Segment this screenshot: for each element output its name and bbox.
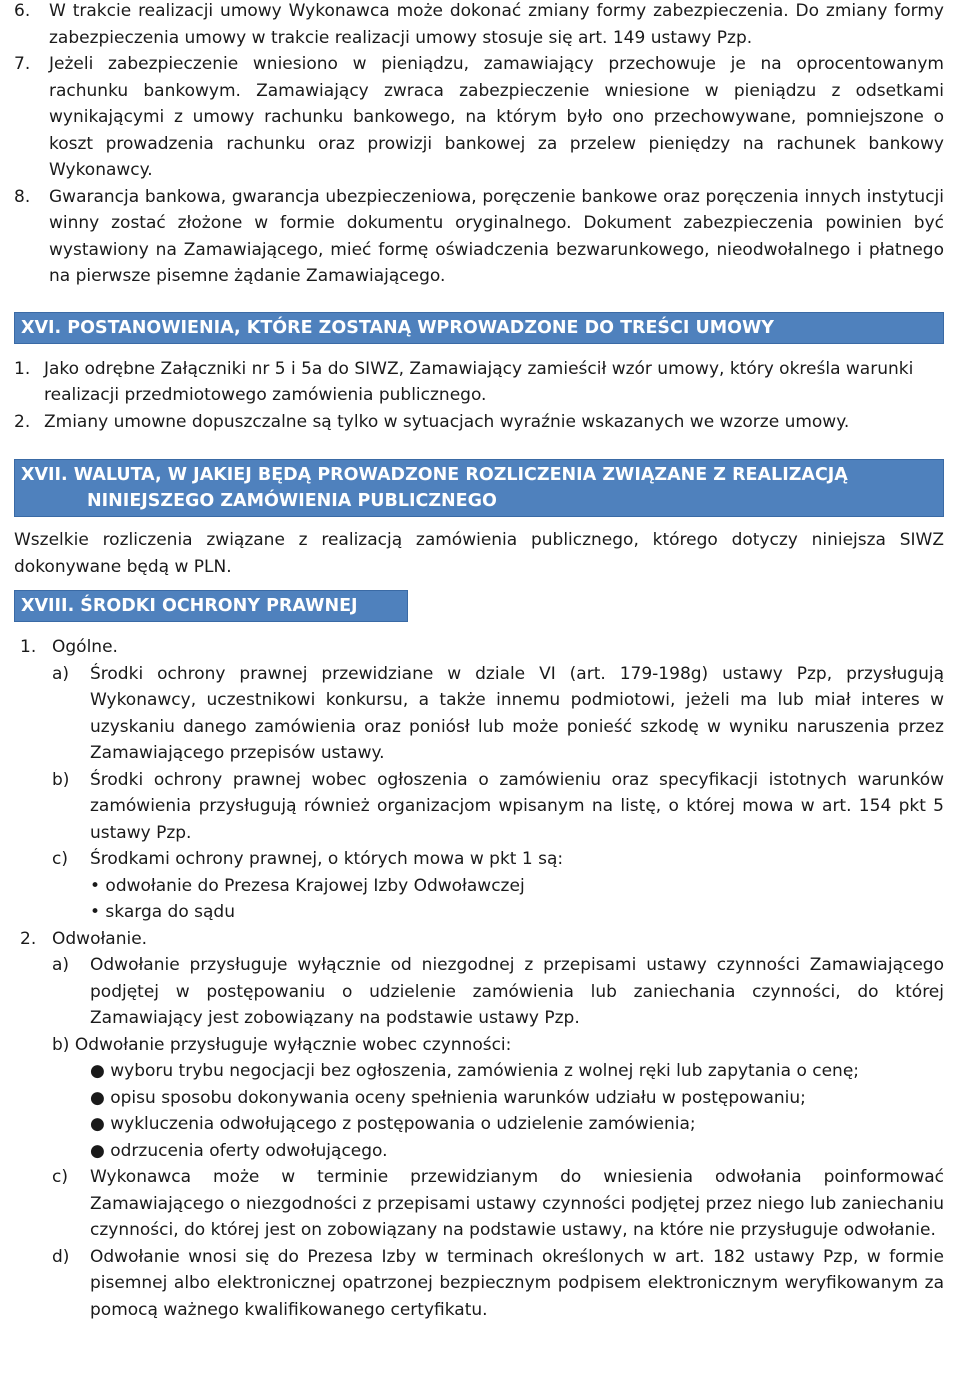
- section-heading-xviii: [14, 590, 408, 622]
- list-item: [14, 0, 944, 51]
- item-number: 8.: [14, 186, 31, 207]
- section-title: XVIII. ŚRODKI OCHRONY PRAWNEJ: [21, 596, 358, 616]
- sub-item: [52, 767, 944, 847]
- sub-item: [52, 1244, 944, 1324]
- sub-item: [52, 952, 944, 1032]
- sub-item-text: Środkami ochrony prawnej, o których mowa w pkt 1 są:: [90, 849, 564, 869]
- item-number: 1.: [14, 358, 31, 379]
- sub-item-text: Odwołanie przysługuje wyłącznie od niezgodnej z przepisami ustawy czynności Zamawiającego podjętej w postępowaniu o udzielenie zamówienia lub zaniechania czynności, do której Zamawiający jest zobowiązany na podstawie ustawy Pzp.: [90, 955, 944, 1028]
- item-text: Jako odrębne Załączniki nr 5 i 5a do SIWZ, Zamawiający zamieścił wzór umowy, który określa warunki realizacji przedmiotowego zamówienia publicznego.: [44, 358, 914, 405]
- bullet-item: ● wyboru trybu negocjacji bez ogłoszenia, zamówienia z wolnej ręki lub zapytania o cenę;: [90, 1061, 860, 1081]
- item-text: Zmiany umowne dopuszczalne są tylko w sytuacjach wyraźnie wskazanych we wzorze umowy.: [44, 411, 850, 432]
- sub-item-label: c): [52, 849, 68, 869]
- section-title-line1: XVII. WALUTA, W JAKIEJ BĘDĄ PROWADZONE ROZLICZENIA ZWIĄZANE Z REALIZACJĄ: [21, 465, 848, 485]
- sub-item: [52, 846, 944, 873]
- list-item: [14, 409, 944, 436]
- sub-item-text: b) Odwołanie przysługuje wyłącznie wobec czynności:: [52, 1034, 512, 1055]
- sub-item-label: a): [52, 663, 70, 684]
- section-heading-xvii: [14, 459, 944, 517]
- item-title: Odwołanie.: [52, 928, 148, 949]
- list-item: [14, 926, 944, 953]
- section-title: XVI. POSTANOWIENIA, KTÓRE ZOSTANĄ WPROWADZONE DO TREŚCI UMOWY: [21, 317, 774, 338]
- item-text: W trakcie realizacji umowy Wykonawca może dokonać zmiany formy zabezpieczenia. Do zmiany formy zabezpieczenia umowy w trakcie realizacji umowy stosuje się art. 149 ustawy Pzp.: [49, 1, 944, 48]
- item-text: Jeżeli zabezpieczenie wniesiono w pieniądzu, zamawiający przechowuje je na oprocentowanym rachunku bankowym. Zamawiający zwraca zabezpieczenie wniesione w pieniądzu z odsetkami wynikającymi z umowy rachunku bankowego, na którym było ono przechowywane, pomniejszone o koszt prowadzenia rachunku oraz prowizji bankowej za przelew pieniędzy na rachunek bankowy Wykonawcy.: [49, 54, 944, 180]
- item-title: Ogólne.: [52, 637, 118, 657]
- item-number: 7.: [14, 54, 31, 74]
- bullet-item: • skarga do sądu: [90, 902, 235, 922]
- sub-item-text: Środki ochrony prawnej przewidziane w dziale VI (art. 179-198g) ustawy Pzp, przysługują Wykonawcy, uczestnikowi konkursu, a także innemu podmiotowi, jeżeli ma lub miał interes w uzyskaniu danego zamówienia oraz poniósł lub może ponieść szkodę w wyniku naruszenia przez Zamawiającego przepisów ustawy.: [90, 663, 944, 763]
- bullet-item: • odwołanie do Prezesa Krajowej Izby Odwoławczej: [90, 875, 525, 896]
- section-heading-xvi: [14, 312, 944, 344]
- item-number: 6.: [14, 1, 31, 21]
- sub-item-label: a): [52, 955, 70, 975]
- sub-item-text: Odwołanie wnosi się do Prezesa Izby w terminach określonych w art. 182 ustawy Pzp, w formie pisemnej albo elektronicznej opatrzonej bezpiecznym podpisem elektronicznym weryfikowanym za pomocą ważnego kwalifikowanego certyfikatu.: [90, 1246, 944, 1320]
- section-title-line2: NINIEJSZEGO ZAMÓWIENIA PUBLICZNEGO: [87, 491, 497, 511]
- bullet-item: ● wykluczenia odwołującego z postępowania o udzielenie zamówienia;: [90, 1114, 696, 1134]
- list-item: [14, 356, 944, 409]
- sub-item-text: Środki ochrony prawnej wobec ogłoszenia o zamówieniu oraz specyfikacji istotnych warunków zamówienia przysługują również organizacjom wpisanym na listę, o której mowa w art. 154 pkt 5 ustawy Pzp.: [90, 769, 944, 843]
- item-number: 1.: [20, 637, 37, 657]
- sub-item-label: b): [52, 769, 70, 790]
- list-item: [14, 51, 944, 184]
- bullet-item: ● odrzucenia oferty odwołującego.: [90, 1140, 388, 1161]
- sub-item-label: d): [52, 1246, 70, 1267]
- item-number: 2.: [14, 411, 31, 432]
- sub-item: [52, 1164, 944, 1244]
- list-item: [14, 634, 944, 661]
- document-page: [14, 0, 944, 1323]
- sub-item-text: Wykonawca może w terminie przewidzianym do wniesienia odwołania poinformować Zamawiającego o niezgodności z przepisami ustawy czynności podjętej przez niego lub zaniechaniu czynności, do której jest on zobowiązany na podstawie ustawy, na które nie przysługuje odwołanie.: [90, 1167, 944, 1240]
- bullet-item: ● opisu sposobu dokonywania oceny spełnienia warunków udziału w postępowaniu;: [90, 1087, 806, 1108]
- sub-item: [52, 661, 944, 767]
- paragraph: Wszelkie rozliczenia związane z realizacją zamówienia publicznego, którego dotyczy niniejsza SIWZ dokonywane będą w PLN.: [14, 530, 944, 577]
- item-text: Gwarancja bankowa, gwarancja ubezpieczeniowa, poręczenie bankowe oraz poręczenia innych instytucji winny zostać złożone w formie dokumentu oryginalnego. Dokument zabezpieczenia powinien być wystawiony na Zamawiającego, mieć formę oświadczenia bezwarunkowego, nieodwołalnego i płatnego na pierwsze pisemne żądanie Zamawiającego.: [49, 186, 944, 286]
- sub-item-label: c): [52, 1167, 68, 1187]
- item-number: 2.: [20, 928, 37, 949]
- list-item: [14, 184, 944, 290]
